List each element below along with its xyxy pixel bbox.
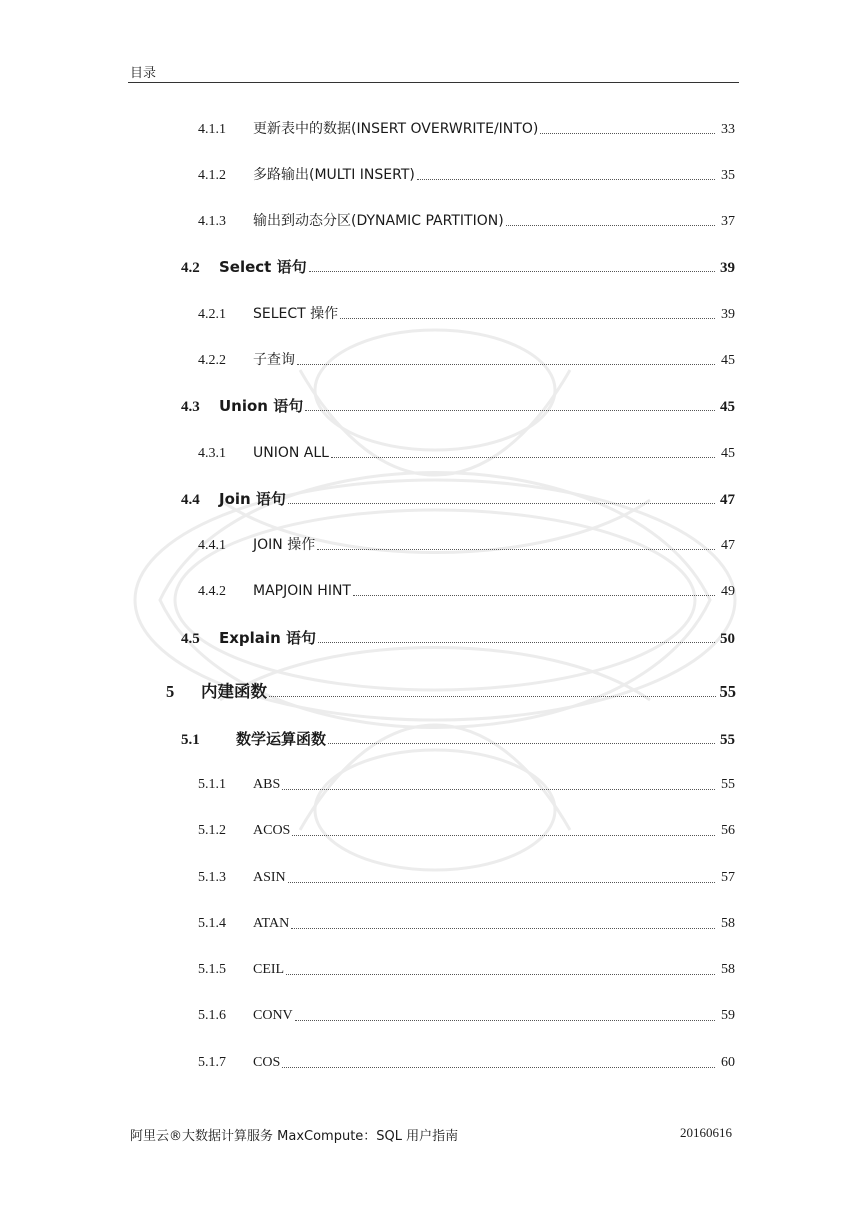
toc-leader-dots — [317, 549, 715, 550]
toc-entry[interactable] — [198, 774, 735, 796]
toc-leader-dots — [282, 789, 715, 790]
toc-entry[interactable] — [198, 820, 735, 842]
footer-document-title: 阿里云®大数据计算服务 MaxCompute：SQL 用户指南 — [130, 1129, 459, 1144]
toc-entry-title: ASIN — [253, 870, 286, 885]
toc-entry-title: JOIN 操作 — [253, 537, 316, 553]
toc-entry-number: 5.1.4 — [198, 916, 226, 931]
toc-entry[interactable] — [198, 118, 735, 140]
toc-entry[interactable] — [198, 442, 735, 464]
toc-entry-page: 37 — [721, 214, 735, 229]
toc-entry-number: 4.3 — [181, 399, 200, 415]
toc-entry-page: 60 — [721, 1055, 735, 1070]
toc-leader-dots — [353, 595, 715, 596]
toc-entry-page: 45 — [721, 353, 735, 368]
toc-leader-dots — [309, 271, 715, 272]
toc-entry[interactable] — [198, 913, 735, 935]
toc-leader-dots — [305, 410, 715, 411]
toc-entry-number: 5.1.1 — [198, 777, 226, 792]
toc-entry[interactable] — [198, 867, 735, 889]
toc-entry[interactable] — [198, 580, 735, 602]
toc-leader-dots — [506, 225, 715, 226]
toc-entry-title: SELECT 操作 — [253, 306, 339, 322]
toc-entry-number: 4.1.1 — [198, 122, 226, 137]
toc-entry-title: COS — [253, 1055, 281, 1070]
toc-entry-page: 59 — [721, 1008, 735, 1023]
toc-entry[interactable] — [198, 534, 735, 556]
toc-leader-dots — [269, 696, 716, 697]
toc-entry-title: ACOS — [253, 823, 291, 838]
toc-entry[interactable] — [166, 681, 736, 703]
toc-entry-title: Union 语句 — [219, 397, 304, 415]
toc-entry-page: 47 — [721, 538, 735, 553]
toc-entry-page: 47 — [720, 492, 735, 508]
footer-version-date: 20160616 — [680, 1125, 732, 1140]
toc-entry[interactable] — [181, 728, 735, 750]
toc-entry-page: 35 — [721, 168, 735, 183]
toc-entry-title: 内建函数 — [201, 682, 267, 701]
toc-leader-dots — [297, 364, 715, 365]
toc-entry-title: UNION ALL — [253, 445, 329, 461]
toc-entry-number: 4.4.1 — [198, 538, 226, 553]
toc-entry-number: 5.1 — [181, 732, 200, 748]
toc-leader-dots — [282, 1067, 715, 1068]
toc-entry-page: 58 — [721, 962, 735, 977]
toc-leader-dots — [295, 1020, 715, 1021]
toc-entry-number: 5.1.5 — [198, 962, 226, 977]
toc-entry[interactable] — [198, 959, 735, 981]
toc-entry-title: MAPJOIN HINT — [253, 583, 351, 599]
toc-entry-number: 4.1.3 — [198, 214, 226, 229]
toc-entry-page: 39 — [720, 260, 735, 276]
toc-entry-number: 4.1.2 — [198, 168, 226, 183]
toc-entry[interactable] — [198, 349, 735, 371]
toc-entry[interactable] — [181, 395, 735, 417]
toc-entry-page: 50 — [720, 631, 735, 647]
toc-entry-page: 55 — [719, 682, 736, 701]
toc-entry-page: 55 — [720, 732, 735, 748]
toc-entry-title: 输出到动态分区(DYNAMIC PARTITION) — [253, 213, 504, 229]
toc-leader-dots — [318, 642, 715, 643]
toc-entry[interactable] — [181, 488, 735, 510]
toc-entry-number: 5.1.7 — [198, 1055, 226, 1070]
toc-entry-number: 4.4 — [181, 492, 200, 508]
toc-entry[interactable] — [198, 303, 735, 325]
toc-entry-number: 4.2.1 — [198, 307, 226, 322]
toc-entry-title: 数学运算函数 — [236, 730, 327, 748]
toc-entry-page: 39 — [721, 307, 735, 322]
toc-leader-dots — [286, 974, 715, 975]
toc-entry-number: 4.4.2 — [198, 584, 226, 599]
toc-leader-dots — [291, 928, 715, 929]
toc-entry-number: 5.1.2 — [198, 823, 226, 838]
toc-entry-page: 57 — [721, 870, 735, 885]
toc-entry-page: 55 — [721, 777, 735, 792]
toc-entry-title: Explain 语句 — [219, 629, 316, 647]
toc-entry-title: Select 语句 — [219, 258, 307, 276]
toc-entry-number: 5 — [166, 682, 175, 701]
toc-entry-number: 4.2 — [181, 260, 200, 276]
toc-entry-title: CEIL — [253, 962, 285, 977]
toc-entry-title: 多路输出(MULTI INSERT) — [253, 167, 415, 183]
toc-entry[interactable] — [198, 164, 735, 186]
toc-entry-page: 45 — [720, 399, 735, 415]
toc-entry[interactable] — [198, 1052, 735, 1074]
toc-entry-number: 5.1.3 — [198, 870, 226, 885]
toc-entry-number: 5.1.6 — [198, 1008, 226, 1023]
toc-entry-page: 56 — [721, 823, 735, 838]
toc-entry-title: ATAN — [253, 916, 290, 931]
toc-entry-number: 4.5 — [181, 631, 200, 647]
toc-entry-title: 子查询 — [253, 352, 295, 368]
toc-entry-title: 更新表中的数据(INSERT OVERWRITE/INTO) — [253, 121, 539, 137]
toc-leader-dots — [328, 743, 715, 744]
toc-entry-title: Join 语句 — [219, 490, 286, 508]
toc-entry-page: 58 — [721, 916, 735, 931]
toc-entry-title: ABS — [253, 777, 281, 792]
toc-entry-title: CONV — [253, 1008, 293, 1023]
toc-leader-dots — [340, 318, 715, 319]
running-header: 目录 — [130, 66, 157, 81]
toc-leader-dots — [540, 133, 715, 134]
toc-entry[interactable] — [198, 210, 735, 232]
toc-leader-dots — [292, 835, 715, 836]
toc-entry-page: 49 — [721, 584, 735, 599]
toc-entry-page: 33 — [721, 122, 735, 137]
toc-leader-dots — [288, 882, 715, 883]
toc-leader-dots — [331, 457, 715, 458]
toc-entry-number: 4.3.1 — [198, 446, 226, 461]
toc-entry[interactable] — [181, 256, 735, 278]
toc-entry-number: 4.2.2 — [198, 353, 226, 368]
toc-leader-dots — [417, 179, 715, 180]
toc-entry[interactable] — [198, 1005, 735, 1027]
toc-leader-dots — [288, 503, 715, 504]
toc-entry-page: 45 — [721, 446, 735, 461]
toc-entry[interactable] — [181, 627, 735, 649]
